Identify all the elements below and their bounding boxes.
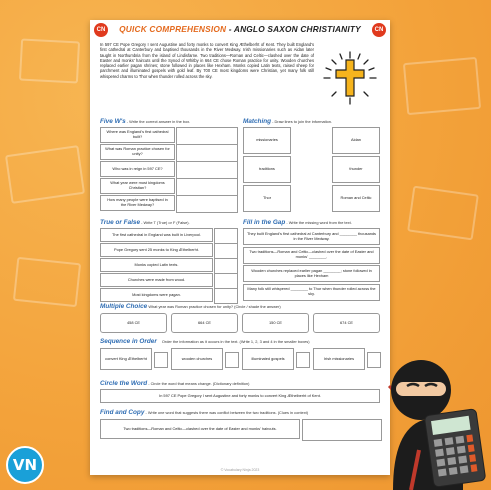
copyright-footer: © Vocabulary Ninja 2023 bbox=[220, 468, 260, 472]
five-ws-question: How many people were baptised in the River Medway? bbox=[100, 195, 175, 211]
sequence-number-box[interactable] bbox=[367, 352, 381, 368]
ninja-mascot-icon bbox=[381, 340, 491, 490]
fill-gap-sentence[interactable]: Two traditions—Roman and Celtic—clashed over the date of Easter and monks' ________. bbox=[243, 247, 380, 264]
title-separator: - bbox=[226, 24, 234, 34]
sequence-number-box[interactable] bbox=[225, 352, 239, 368]
find-copy-heading bbox=[100, 409, 308, 416]
matching-left-item[interactable]: missionaries bbox=[243, 127, 291, 154]
multiple-choice-option[interactable]: 150 CE bbox=[242, 313, 309, 333]
fill-gap-sentence[interactable]: Wooden churches replaced earlier pagan ________; stone followed in places like Hexham bbox=[243, 265, 380, 282]
circle-word-title: Circle the Word bbox=[100, 380, 148, 387]
matching-title: Matching bbox=[243, 118, 272, 125]
decorative-book-outline bbox=[13, 257, 81, 307]
multiple-choice-instruction: What year was Roman practice chosen for unity? (Circle / shade the answer) bbox=[147, 304, 281, 309]
fill-gap-sentence[interactable]: Many folk still whispered ________ to Thor when thunder rolled across the sky. bbox=[243, 284, 380, 301]
true-false-answer-box[interactable] bbox=[214, 258, 238, 274]
true-false-answer-box[interactable] bbox=[214, 243, 238, 259]
matching-right-item[interactable]: thunder bbox=[332, 156, 380, 183]
multiple-choice-option[interactable]: 458 CE bbox=[100, 313, 167, 333]
true-false-statement: Churches were made from wood. bbox=[100, 273, 213, 287]
fill-gap-heading bbox=[243, 219, 352, 226]
five-ws-answer-box[interactable] bbox=[176, 127, 238, 145]
cross-icon bbox=[322, 50, 378, 106]
true-false-answer-box[interactable] bbox=[214, 273, 238, 289]
five-ws-question: What year were most kingdoms Christian? bbox=[100, 178, 175, 194]
five-ws-title: Five W's bbox=[100, 118, 126, 125]
true-false-statement: Monks copied Latin texts. bbox=[100, 258, 213, 272]
true-false-answer-box[interactable] bbox=[214, 288, 238, 304]
multiple-choice-option[interactable]: 674 CE bbox=[313, 313, 380, 333]
true-false-statement: The first cathedral in England was built in Liverpool. bbox=[100, 228, 213, 242]
worksheet-title bbox=[110, 24, 370, 34]
true-false-heading bbox=[100, 219, 190, 226]
sequence-item: Irish missionaries bbox=[313, 348, 365, 370]
five-ws-instruction: - Write the correct answer in the box. bbox=[125, 119, 191, 124]
true-false-statement: Pope Gregory sent 25 monks to King Æthelberht. bbox=[100, 243, 213, 257]
circle-word-sentence[interactable]: In 597 CE Pope Gregory I sent Augustine and forty monks to convert King Æthelberht of Kent. bbox=[100, 389, 380, 403]
sequence-heading bbox=[100, 338, 310, 345]
worksheet-header bbox=[90, 20, 390, 40]
decorative-book-outline bbox=[407, 186, 479, 241]
fill-gap-instruction: - Write the missing word from the text. bbox=[285, 220, 352, 225]
circle-word-instruction: - Circle the word that means change. (Dictionary definition) bbox=[147, 381, 250, 386]
title-sub: ANGLO SAXON CHRISTIANITY bbox=[233, 24, 361, 34]
five-ws-answer-box[interactable] bbox=[176, 178, 238, 196]
five-ws-answer-box[interactable] bbox=[176, 144, 238, 162]
matching-right-item[interactable]: Roman and Celtic bbox=[332, 185, 380, 212]
true-false-statement: Most kingdoms were pagan. bbox=[100, 288, 213, 302]
sequence-instruction: Order the information as it occurs in the text. (Write 1, 2, 3 and 4 in the smaller boxes) bbox=[160, 339, 310, 344]
cn-badge-left: CN bbox=[94, 23, 108, 37]
matching-left-item[interactable]: Thor bbox=[243, 185, 291, 212]
decorative-book-outline bbox=[5, 145, 85, 204]
sequence-number-box[interactable] bbox=[154, 352, 168, 368]
matching-right-item[interactable]: Aidan bbox=[332, 127, 380, 154]
five-ws-question: Who was in reign in 597 CE? bbox=[100, 161, 175, 177]
true-false-instruction: - Write T (True) or F (False). bbox=[140, 220, 190, 225]
matching-instruction: - Draw lines to join the information. bbox=[271, 119, 333, 124]
fill-gap-title: Fill in the Gap bbox=[243, 219, 286, 226]
sequence-number-box[interactable] bbox=[296, 352, 310, 368]
multiple-choice-heading bbox=[100, 303, 281, 310]
find-copy-instruction: - Write one word that suggests there was conflict between the two traditions. (Clues in context) bbox=[144, 410, 309, 415]
matching-left-item[interactable]: traditions bbox=[243, 156, 291, 183]
calculator-icon bbox=[424, 409, 486, 488]
multiple-choice-title: Multiple Choice bbox=[100, 303, 148, 310]
matching-heading bbox=[243, 118, 332, 125]
five-ws-answer-box[interactable] bbox=[176, 161, 238, 179]
title-main: QUICK COMPREHENSION bbox=[119, 24, 227, 34]
five-ws-question: What was Roman practice chosen for unity? bbox=[100, 144, 175, 160]
reading-passage: In 597 CE Pope Gregory I sent Augustine and forty monks to convert King Æthelberht of Kent. They built England's first cathedral at Canterbury and baptised thousands in the River Medway. Irish missionaries such as Aidan later taught in Northumbria from the island of Lindisfarne. Two traditions—Roman and Celtic—clashed over the date of Easter and monks' haircuts until the Synod of Whitby in 664 CE chose Roman practice for unity. Wooden churches replaced earlier pagan shrines; stone followed in places like Hexham. Monks copied Latin texts, raised sheep for parchment and illuminated gospels with gold leaf. By 700 CE most kingdoms were Christian, yet many folk still whispered charms to Thor when thunder rolled across the sky. bbox=[100, 42, 314, 79]
decorative-book-outline bbox=[403, 57, 481, 115]
worksheet bbox=[90, 20, 390, 475]
decorative-book-outline bbox=[19, 38, 80, 83]
sequence-item: illuminated gospels bbox=[242, 348, 294, 370]
sequence-title: Sequence in Order bbox=[100, 338, 157, 345]
sequence-item: convert King Æthelberht bbox=[100, 348, 152, 370]
cn-badge-right: CN bbox=[372, 23, 386, 37]
find-copy-answer-box[interactable] bbox=[302, 419, 382, 441]
find-copy-title: Find and Copy bbox=[100, 409, 145, 416]
sequence-item: wooden churches bbox=[171, 348, 223, 370]
five-ws-question: Where was England's first cathedral built? bbox=[100, 127, 175, 143]
five-ws-answer-box[interactable] bbox=[176, 195, 238, 213]
true-false-answer-box[interactable] bbox=[214, 228, 238, 244]
vocabulary-ninja-logo: VN bbox=[6, 446, 44, 484]
circle-word-heading bbox=[100, 380, 249, 387]
true-false-title: True or False bbox=[100, 219, 141, 226]
find-copy-sentence: Two traditions—Roman and Celtic—clashed over the date of Easter and monks' haircuts. bbox=[100, 419, 300, 439]
multiple-choice-option[interactable]: 664 CE bbox=[171, 313, 238, 333]
five-ws-heading bbox=[100, 118, 190, 125]
fill-gap-sentence[interactable]: They built England's first cathedral at Canterbury and ________ thousands in the River Medway. bbox=[243, 228, 380, 245]
